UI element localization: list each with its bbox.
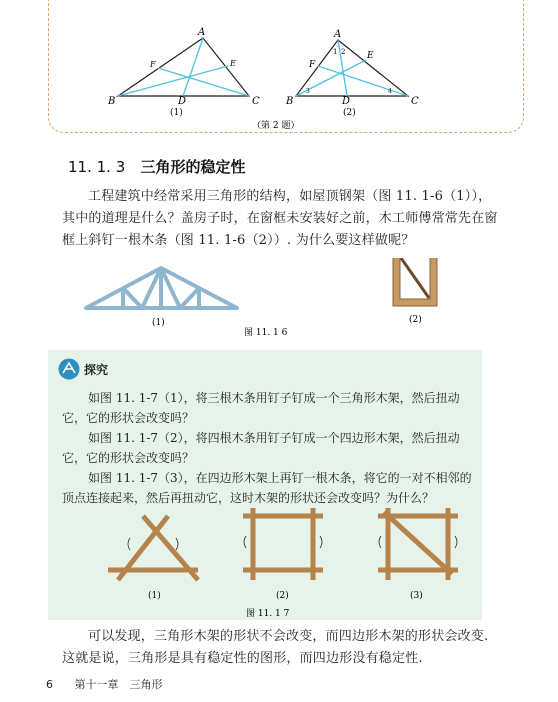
- label-C: C: [252, 96, 260, 107]
- label-A2: A: [334, 29, 342, 40]
- exercise-triangles: [0, 0, 558, 132]
- figure-7-label-1: (1): [148, 591, 161, 601]
- figure-2-label: (2): [343, 108, 356, 118]
- figure-6-label-2: (2): [409, 315, 422, 325]
- figure-1-label: (1): [170, 108, 183, 118]
- label-C2: C: [411, 96, 419, 107]
- exercise-caption: （第 2 题）: [252, 121, 300, 131]
- label-B2: B: [286, 96, 294, 107]
- explore-paragraph-3: 如图 11. 1-7（3），在四边形木架上再钉一根木条，将它的一对不相邻的顶点连接起来，然后再扭动它，这时木架的形状还会改变吗？为什么？: [62, 471, 472, 505]
- intro-paragraph: 工程建筑中经常采用三角形的结构，如屋顶钢架（图 11. 1-6（1）），其中的道理是什么？盖房子时，在窗框未安装好之前，木工师傅常常先在窗框上斜钉一根木条（图 11. 1-6（2））. 为什么要这样做呢？: [62, 189, 498, 248]
- page-number: 6: [46, 678, 53, 691]
- figure-11-1-6: [0, 258, 558, 338]
- label-B: B: [108, 96, 116, 107]
- angle-3: 3: [306, 88, 310, 95]
- label-E: E: [230, 59, 236, 68]
- label-A: A: [198, 27, 206, 38]
- wood-triangle: [108, 516, 198, 580]
- figure-6-label-1: (1): [152, 318, 165, 328]
- label-E2: E: [367, 51, 374, 61]
- figure-7-label-2: (2): [276, 591, 289, 601]
- figure-7-caption: 图 11. 1 7: [246, 609, 290, 619]
- label-D: D: [178, 96, 187, 107]
- figure-11-1-7: [48, 508, 482, 620]
- triangle-figure-2: [285, 29, 419, 118]
- section-number: 11. 1. 3: [68, 158, 126, 176]
- page-footer: [46, 676, 163, 692]
- triangle-figure-1: [107, 27, 260, 118]
- label-D2: D: [342, 96, 351, 107]
- wood-square-braced: [378, 508, 458, 580]
- angle-4: 4: [388, 88, 392, 95]
- explore-header: [58, 358, 108, 380]
- label-F2: F: [309, 60, 316, 70]
- figure-7-label-3: (3): [410, 591, 423, 601]
- figure-6-caption: 图 11. 1 6: [244, 328, 288, 338]
- chapter-title: 第十一章 三角形: [74, 678, 163, 691]
- explore-title: 探究: [84, 362, 109, 377]
- angle-2: 2: [341, 48, 346, 56]
- angle-1: 1: [333, 48, 338, 56]
- wood-square: [243, 508, 323, 580]
- explore-box: [48, 350, 482, 620]
- section-name: 三角形的稳定性: [140, 158, 246, 176]
- window-frame: [393, 258, 437, 306]
- label-F: F: [150, 60, 156, 69]
- explore-paragraph-1: 如图 11. 1-7（1），将三根木条用钉子钉成一个三角形木架，然后扭动它，它的形状会改变吗？: [62, 391, 460, 425]
- roof-truss: [86, 268, 237, 308]
- section-title: [68, 156, 246, 177]
- explore-paragraph-2: 如图 11. 1-7（2），将四根木条用钉子钉成一个四边形木架，然后扭动它，它的形状会改变吗？: [62, 431, 460, 465]
- explore-icon: [58, 358, 80, 380]
- conclusion-paragraph: 可以发现，三角形木架的形状不会改变，而四边形木架的形状会改变. 这就是说，三角形是具有稳定性的图形，而四边形没有稳定性.: [62, 629, 489, 666]
